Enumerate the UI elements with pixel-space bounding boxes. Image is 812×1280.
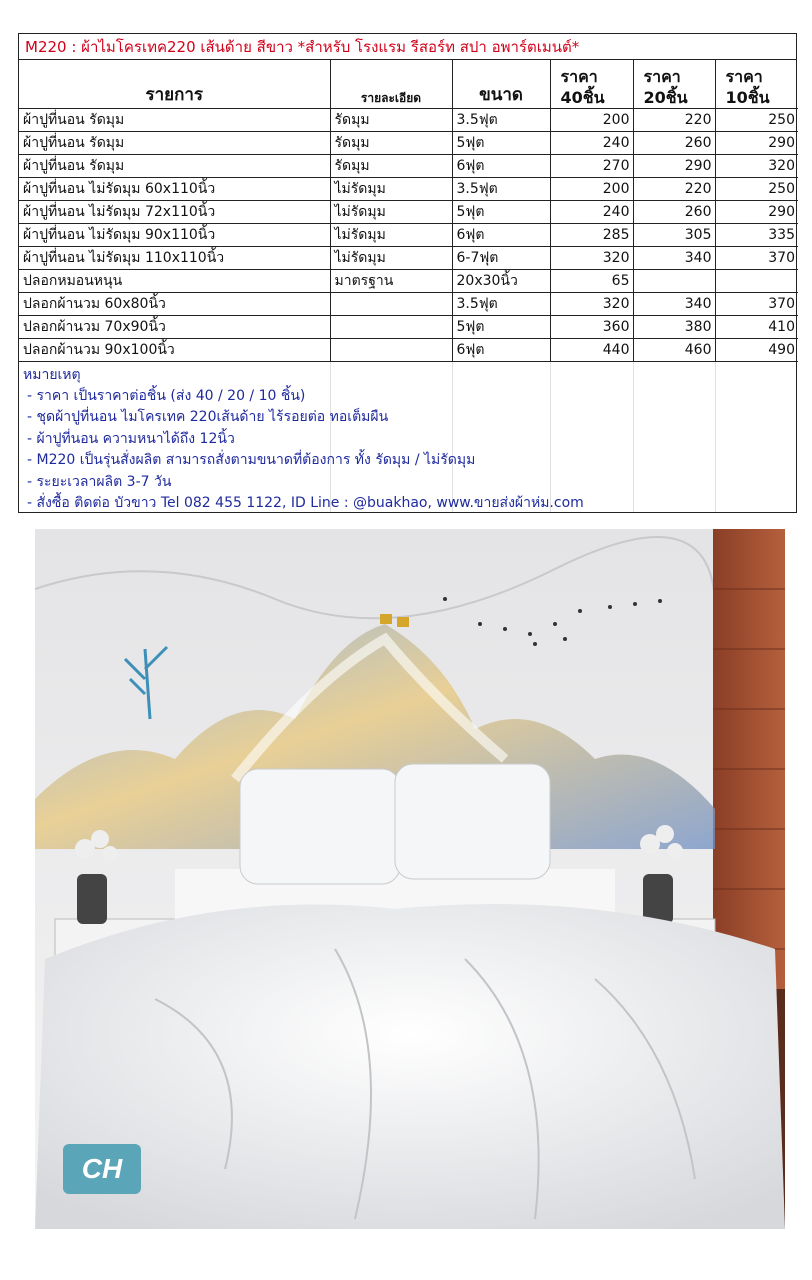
price-10-cell: 335 [715,223,798,246]
note-row [19,469,798,491]
item-cell: ปลอกผ้านวม 90x100นิ้ว [19,338,330,361]
price-20-cell: 460 [633,338,715,361]
price-10-cell: 370 [715,292,798,315]
empty-cell [633,383,715,405]
size-cell: 6ฟุต [452,338,550,361]
notes-heading-cell [19,361,330,383]
empty-cell [715,490,798,512]
table-row [19,200,798,223]
price-40-cell: 65 [550,269,633,292]
table-row [19,223,798,246]
empty-cell [550,469,633,491]
price-40-cell: 285 [550,223,633,246]
price-20-cell: 220 [633,108,715,131]
empty-cell [633,469,715,491]
note-cell [19,490,584,512]
header-item: รายการ [19,60,330,108]
table-row [19,131,798,154]
empty-cell [715,447,798,469]
note-row [19,447,798,469]
price-10-cell: 290 [715,131,798,154]
detail-cell [330,338,452,361]
table-row [19,315,798,338]
detail-cell: รัดมุม [330,154,452,177]
empty-cell [633,426,715,448]
detail-cell: ไม่รัดมุม [330,200,452,223]
note-row [19,404,798,426]
price-20-cell [633,269,715,292]
note-text: - M220 เป็นรุ่นสั่งผลิต สามารถสั่งตามขนาดที่ต้องการ ทั้ง รัดมุม / ไม่รัดมุม [27,452,476,468]
empty-cell [452,361,550,383]
header-price-10: ราคา 10ชิ้น [715,60,798,108]
price-40-cell: 360 [550,315,633,338]
size-cell: 6ฟุต [452,154,550,177]
bedroom-photo [35,529,785,1229]
empty-cell [715,426,798,448]
notes-heading: หมายเหตุ [23,366,81,383]
price-10-cell: 250 [715,177,798,200]
detail-cell: รัดมุม [330,131,452,154]
notes-section [19,361,798,512]
brick-wall [713,529,785,989]
price-20-cell: 290 [633,154,715,177]
item-cell: ผ้าปูที่นอน ไม่รัดมุม 72x110นิ้ว [19,200,330,223]
item-rows [19,108,798,361]
size-cell: 5ฟุต [452,200,550,223]
price-20-cell: 220 [633,177,715,200]
empty-cell [330,426,452,448]
detail-cell [330,292,452,315]
size-cell: 5ฟุต [452,315,550,338]
size-cell: 5ฟุต [452,131,550,154]
note-text: - สั่งซื้อ ติดต่อ บัวขาว Tel 082 455 1122, ID Line : @buakhao, www.ขายส่งผ้าห่ม.com [27,495,584,511]
table-row [19,154,798,177]
size-cell: 3.5ฟุต [452,177,550,200]
price-40-cell: 320 [550,292,633,315]
table-row [19,177,798,200]
item-cell: ผ้าปูที่นอน ไม่รัดมุม 60x110นิ้ว [19,177,330,200]
price-40-cell: 270 [550,154,633,177]
price-table [19,60,798,512]
empty-cell [715,383,798,405]
note-row [19,426,798,448]
note-cell [19,426,330,448]
price-10-cell: 290 [715,200,798,223]
empty-cell [715,361,798,383]
empty-cell [633,361,715,383]
price-40-cell: 320 [550,246,633,269]
item-cell: ปลอกผ้านวม 70x90นิ้ว [19,315,330,338]
pillow-left [240,769,400,884]
empty-cell [550,361,633,383]
note-text: - ชุดผ้าปูที่นอน ไมโครเทค 220เส้นด้าย ไร้รอยต่อ ทอเต็มผืน [27,409,389,425]
empty-cell [330,361,452,383]
item-cell: ผ้าปูที่นอน รัดมุม [19,131,330,154]
price-40-cell: 200 [550,177,633,200]
item-cell: ผ้าปูที่นอน ไม่รัดมุม 90x110นิ้ว [19,223,330,246]
price-40-cell: 200 [550,108,633,131]
empty-cell [452,404,550,426]
price-20-cell: 305 [633,223,715,246]
note-cell [19,383,330,405]
size-cell: 3.5ฟุต [452,292,550,315]
price-10-cell: 250 [715,108,798,131]
note-cell [19,469,330,491]
price-sheet [18,33,797,513]
empty-cell [550,404,633,426]
empty-cell [452,383,550,405]
price-10-cell [715,269,798,292]
item-cell: ผ้าปูที่นอน รัดมุม [19,154,330,177]
detail-cell: ไม่รัดมุม [330,177,452,200]
pillow-right [395,764,550,879]
bedroom-illustration [35,529,785,1229]
price-20-cell: 260 [633,200,715,223]
item-cell: ปลอกหมอนหนุน [19,269,330,292]
right-vase [643,874,673,924]
note-text: - ราคา เป็นราคาต่อชิ้น (ส่ง 40 / 20 / 10 ชิ้น) [27,387,306,404]
empty-cell [715,469,798,491]
sheet-title: M220 : ผ้าไมโครเทค220 เส้นด้าย สีขาว *สำหรับ โรงแรม รีสอร์ท สปา อพาร์ตเมนต์* [19,34,796,60]
price-10-cell: 490 [715,338,798,361]
price-20-cell: 340 [633,292,715,315]
left-vase [77,874,107,924]
table-row [19,246,798,269]
note-row [19,383,798,405]
detail-cell: ไม่รัดมุม [330,246,452,269]
header-row [19,60,798,108]
size-cell: 6-7ฟุต [452,246,550,269]
note-row [19,490,798,512]
detail-cell [330,315,452,338]
price-40-cell: 240 [550,131,633,154]
note-cell [19,447,476,469]
empty-cell [715,404,798,426]
price-20-cell: 380 [633,315,715,338]
table-row [19,292,798,315]
price-40-cell: 240 [550,200,633,223]
price-20-cell: 260 [633,131,715,154]
header-price-20: ราคา 20ชิ้น [633,60,715,108]
ch-logo-text: CH [81,1153,123,1184]
empty-cell [633,447,715,469]
empty-cell [550,383,633,405]
table-row [19,269,798,292]
empty-cell [633,404,715,426]
detail-cell: รัดมุม [330,108,452,131]
empty-cell [633,490,715,512]
price-40-cell: 440 [550,338,633,361]
table-row [19,338,798,361]
empty-cell [452,469,550,491]
empty-cell [452,426,550,448]
header-detail: รายละเอียด [330,60,452,108]
white-duvet [35,904,785,1229]
header-size: ขนาด [452,60,550,108]
header-price-40: ราคา 40ชิ้น [550,60,633,108]
note-text: - ผ้าปูที่นอน ความหนาได้ถึง 12นิ้ว [27,430,235,447]
size-cell: 20x30นิ้ว [452,269,550,292]
note-cell [19,404,389,426]
item-cell: ปลอกผ้านวม 60x80นิ้ว [19,292,330,315]
empty-cell [550,426,633,448]
item-cell: ผ้าปูที่นอน รัดมุม [19,108,330,131]
note-text: - ระยะเวลาผลิต 3-7 วัน [27,473,172,490]
price-10-cell: 320 [715,154,798,177]
detail-cell: มาตรฐาน [330,269,452,292]
empty-cell [330,383,452,405]
detail-cell: ไม่รัดมุม [330,223,452,246]
notes-heading-row [19,361,798,383]
table-row [19,108,798,131]
price-20-cell: 340 [633,246,715,269]
empty-cell [330,469,452,491]
price-10-cell: 370 [715,246,798,269]
item-cell: ผ้าปูที่นอน ไม่รัดมุม 110x110นิ้ว [19,246,330,269]
size-cell: 6ฟุต [452,223,550,246]
size-cell: 3.5ฟุต [452,108,550,131]
empty-cell [550,447,633,469]
price-10-cell: 410 [715,315,798,338]
